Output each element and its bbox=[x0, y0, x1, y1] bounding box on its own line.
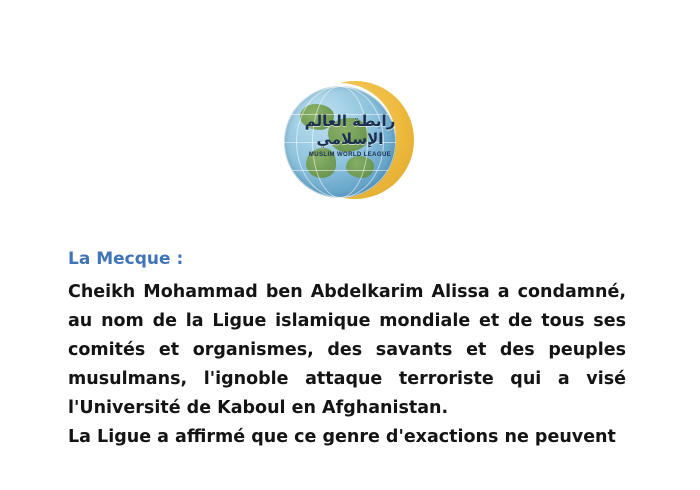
muslim-world-league-emblem bbox=[282, 78, 418, 204]
document-body bbox=[68, 248, 626, 452]
globe-latitude bbox=[284, 170, 396, 171]
paragraph-1: Cheikh Mohammad ben Abdelkarim Alissa a condamné, au nom de la Ligue islamique mondiale et de tous ses comités et organismes, des savants et des peuples musulmans, l'ignoble attaque terroriste qui a visé l'Université de Kaboul en Afghanistan. bbox=[68, 282, 626, 418]
logo-arabic-text: رابطة العالم الإسلامي bbox=[304, 112, 396, 148]
dateline-city: La Mecque : bbox=[68, 249, 184, 269]
logo-english-text: MUSLIM WORLD LEAGUE bbox=[308, 152, 392, 158]
paragraph-2: La Ligue a affirmé que ce genre d'exactions ne peuvent bbox=[68, 427, 616, 447]
paragraph-2-container bbox=[68, 423, 626, 452]
organization-logo bbox=[0, 78, 700, 204]
